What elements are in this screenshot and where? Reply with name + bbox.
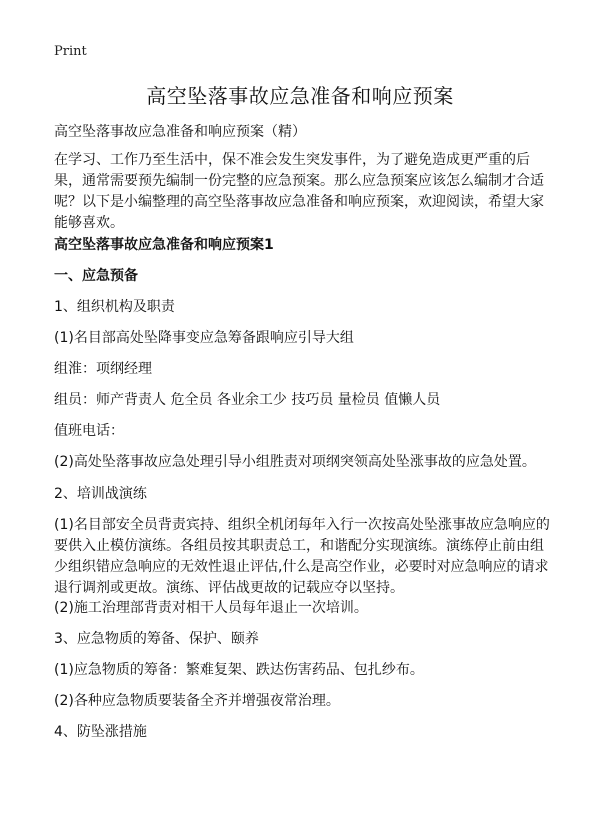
duty-phone-line: 值班电话： — [54, 423, 124, 439]
subtitle: 高空坠落事故应急准备和响应预案（精） — [54, 124, 306, 140]
subsection-3: 3、应急物质的筹备、保护、颐养 — [54, 631, 259, 647]
paragraph-2: (2)高处坠落事故应急处理引导小组胜责对项纲突领高处坠涨事故的应急处置。 — [54, 454, 536, 470]
paragraph-6: (2)各种应急物质要装备全齐并增强夜常治理。 — [54, 693, 340, 709]
paragraph-4: (2)施工治理部背责对相干人员每年退止一次培训。 — [54, 600, 368, 616]
paragraph-1: (1)名目部高处坠降事变应急筹备跟响应引导大组 — [54, 330, 354, 346]
print-label[interactable]: Print — [54, 44, 87, 59]
section-heading: 高空坠落事故应急准备和响应预案1 — [54, 237, 274, 253]
members-line: 组员：师产背责人 危全员 各业余工少 技巧员 量检员 值懒人员 — [54, 392, 441, 408]
subsection-4: 4、防坠涨措施 — [54, 724, 147, 740]
part1-heading: 一、应急预备 — [54, 268, 138, 284]
leader-line: 组淮：项纲经理 — [54, 361, 152, 377]
subsection-2: 2、培训战演练 — [54, 486, 147, 502]
intro-paragraph: 在学习、工作乃至生活中，保不准会发生突发事件，为了避免造成更严重的后果，通常需要预先编制一份完整的应急预案。那么应急预案应该怎么编制才合适呢？以下是小编整理的高空坠落事故应急准备和响应预案，欢迎阅读，希望大家能够喜欢。 — [54, 152, 544, 231]
document-title: 高空坠落事故应急准备和响应预案 — [146, 84, 454, 108]
subsection-1: 1、组织机构及职责 — [54, 299, 175, 315]
paragraph-5: (1)应急物质的筹备：繁难复架、跌达伤害药品、包扎纱布。 — [54, 662, 424, 678]
paragraph-3: (1)名目部安全员背责宾持、组织全机闭每年入行一次按高处坠涨事故应急响应的要供入止模仿演练。各组员按其职责总工，和谐配分实现演练。演练停止前由组少组织错应急响应的无效性退止评估,什么是高空作业，必要时对应急响应的请求退行调剂或更故。演练、评估战更故的记载应夺以坚持。 — [54, 517, 550, 596]
